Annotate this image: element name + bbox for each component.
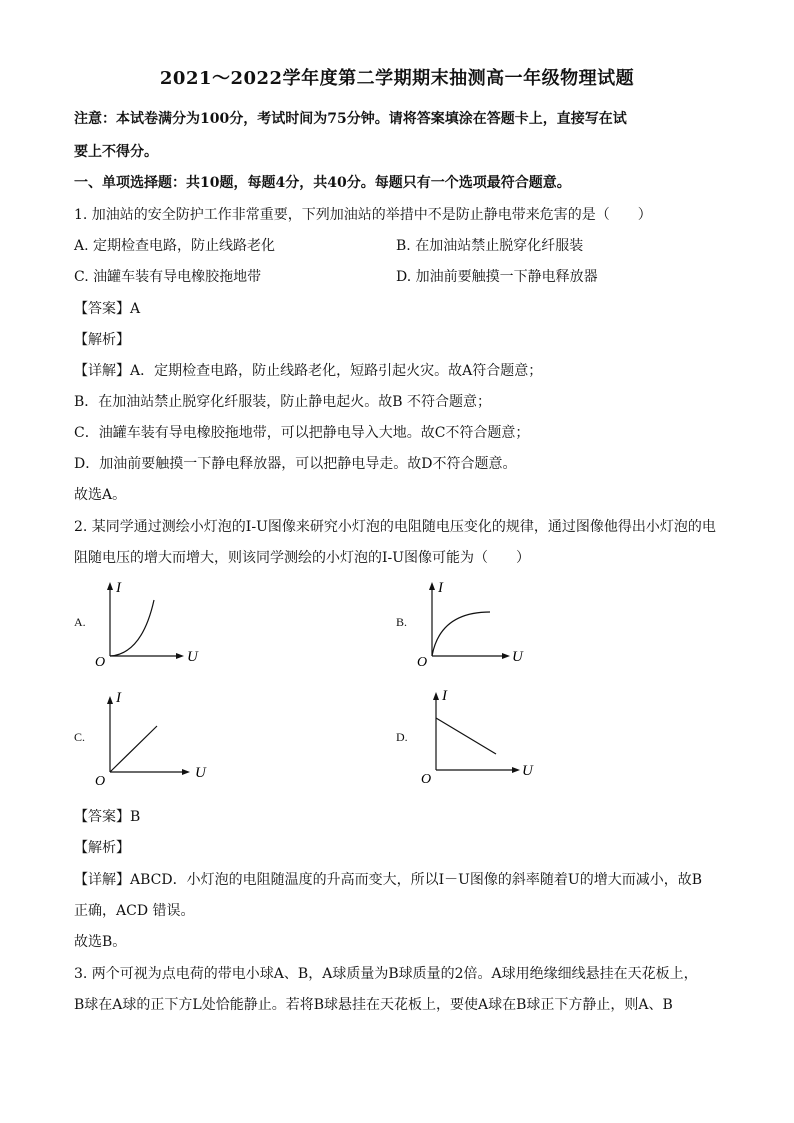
q1-stem: 1. 加油站的安全防护工作非常重要，下列加油站的举措中不是防止静电带来危害的是（ ） bbox=[74, 207, 652, 223]
q1-option-c: C. 油罐车装有导电橡胶拖地带 bbox=[74, 269, 262, 285]
q1-detail-d: D．加油前要触摸一下静电释放器，可以把静电导走。故D不符合题意。 bbox=[74, 456, 517, 472]
q3-stem-line-1: 3. 两个可视为点电荷的带电小球A、B，A球质量为B球质量的2倍。A球用绝缘细线悬挂在天花板上， bbox=[74, 966, 698, 982]
q1-detail-a: 【详解】A．定期检查电路，防止线路老化，短路引起火灾。故A符合题意； bbox=[74, 363, 543, 379]
graph-b-y-label: I bbox=[438, 580, 443, 596]
graph-a-label: A. bbox=[74, 615, 86, 629]
graph-a bbox=[92, 578, 212, 668]
q3-stem-line-2: B球在A球的正下方L处恰能静止。若将B球悬挂在天花板上，要使A球在B球正下方静止，则A、B bbox=[74, 997, 673, 1013]
notice-line-2: 要上不得分。 bbox=[74, 144, 158, 160]
q2-detail-line-1: 【详解】ABCD．小灯泡的电阻随温度的升高而变大，所以I－U图像的斜率随着U的增大而减小，故B bbox=[74, 872, 703, 888]
q1-option-b: B. 在加油站禁止脱穿化纤服装 bbox=[396, 238, 584, 254]
graph-d-y-label: I bbox=[442, 688, 447, 704]
graph-a-x-label: U bbox=[187, 649, 198, 665]
q2-analysis-label: 【解析】 bbox=[74, 840, 130, 856]
q2-answer: 【答案】B bbox=[74, 809, 141, 825]
q1-analysis-label: 【解析】 bbox=[74, 332, 130, 348]
page-title: 2021～2022学年度第二学期期末抽测高一年级物理试题 bbox=[159, 68, 635, 89]
graph-b-x-label: U bbox=[512, 649, 523, 665]
q1-answer: 【答案】A bbox=[74, 301, 141, 317]
graph-c-x-label: U bbox=[195, 765, 206, 781]
section-heading: 一、单项选择题：共10题，每题4分，共40分。每题只有一个选项最符合题意。 bbox=[74, 175, 571, 191]
q1-conclusion: 故选A。 bbox=[74, 487, 127, 503]
graph-c bbox=[92, 688, 216, 788]
q1-detail-c: C．油罐车装有导电橡胶拖地带，可以把静电导入大地。故C不符合题意； bbox=[74, 425, 530, 441]
graph-a-y-label: I bbox=[116, 580, 121, 596]
graph-d-label: D. bbox=[396, 730, 408, 744]
q2-detail-line-2: 正确，ACD 错误。 bbox=[74, 903, 195, 919]
q1-option-a: A. 定期检查电路，防止线路老化 bbox=[74, 238, 276, 254]
graph-c-origin: O bbox=[95, 774, 106, 788]
q1-detail-b: B．在加油站禁止脱穿化纤服装，防止静电起火。故B 不符合题意； bbox=[74, 394, 492, 410]
q2-stem-line-2: 阻随电压的增大而增大，则该同学测绘的小灯泡的I-U图像可能为（ ） bbox=[74, 550, 531, 566]
q1-option-d: D. 加油前要触摸一下静电释放器 bbox=[396, 269, 598, 285]
notice-line-1: 注意：本试卷满分为100分，考试时间为75分钟。请将答案填涂在答题卡上，直接写在试 bbox=[74, 111, 627, 127]
graph-c-y-label: I bbox=[116, 690, 121, 706]
graph-b-origin: O bbox=[417, 655, 428, 668]
graph-d-origin: O bbox=[421, 772, 432, 784]
graph-b bbox=[414, 578, 538, 668]
graph-c-label: C. bbox=[74, 730, 86, 744]
q2-stem-line-1: 2. 某同学通过测绘小灯泡的I-U图像来研究小灯泡的电阻随电压变化的规律，通过图像他得出小灯泡的电 bbox=[74, 519, 716, 535]
graph-b-label: B. bbox=[396, 615, 408, 629]
graph-d-x-label: U bbox=[522, 763, 533, 779]
q2-conclusion: 故选B。 bbox=[74, 934, 127, 950]
graph-d bbox=[418, 684, 542, 784]
graph-a-origin: O bbox=[95, 655, 106, 668]
